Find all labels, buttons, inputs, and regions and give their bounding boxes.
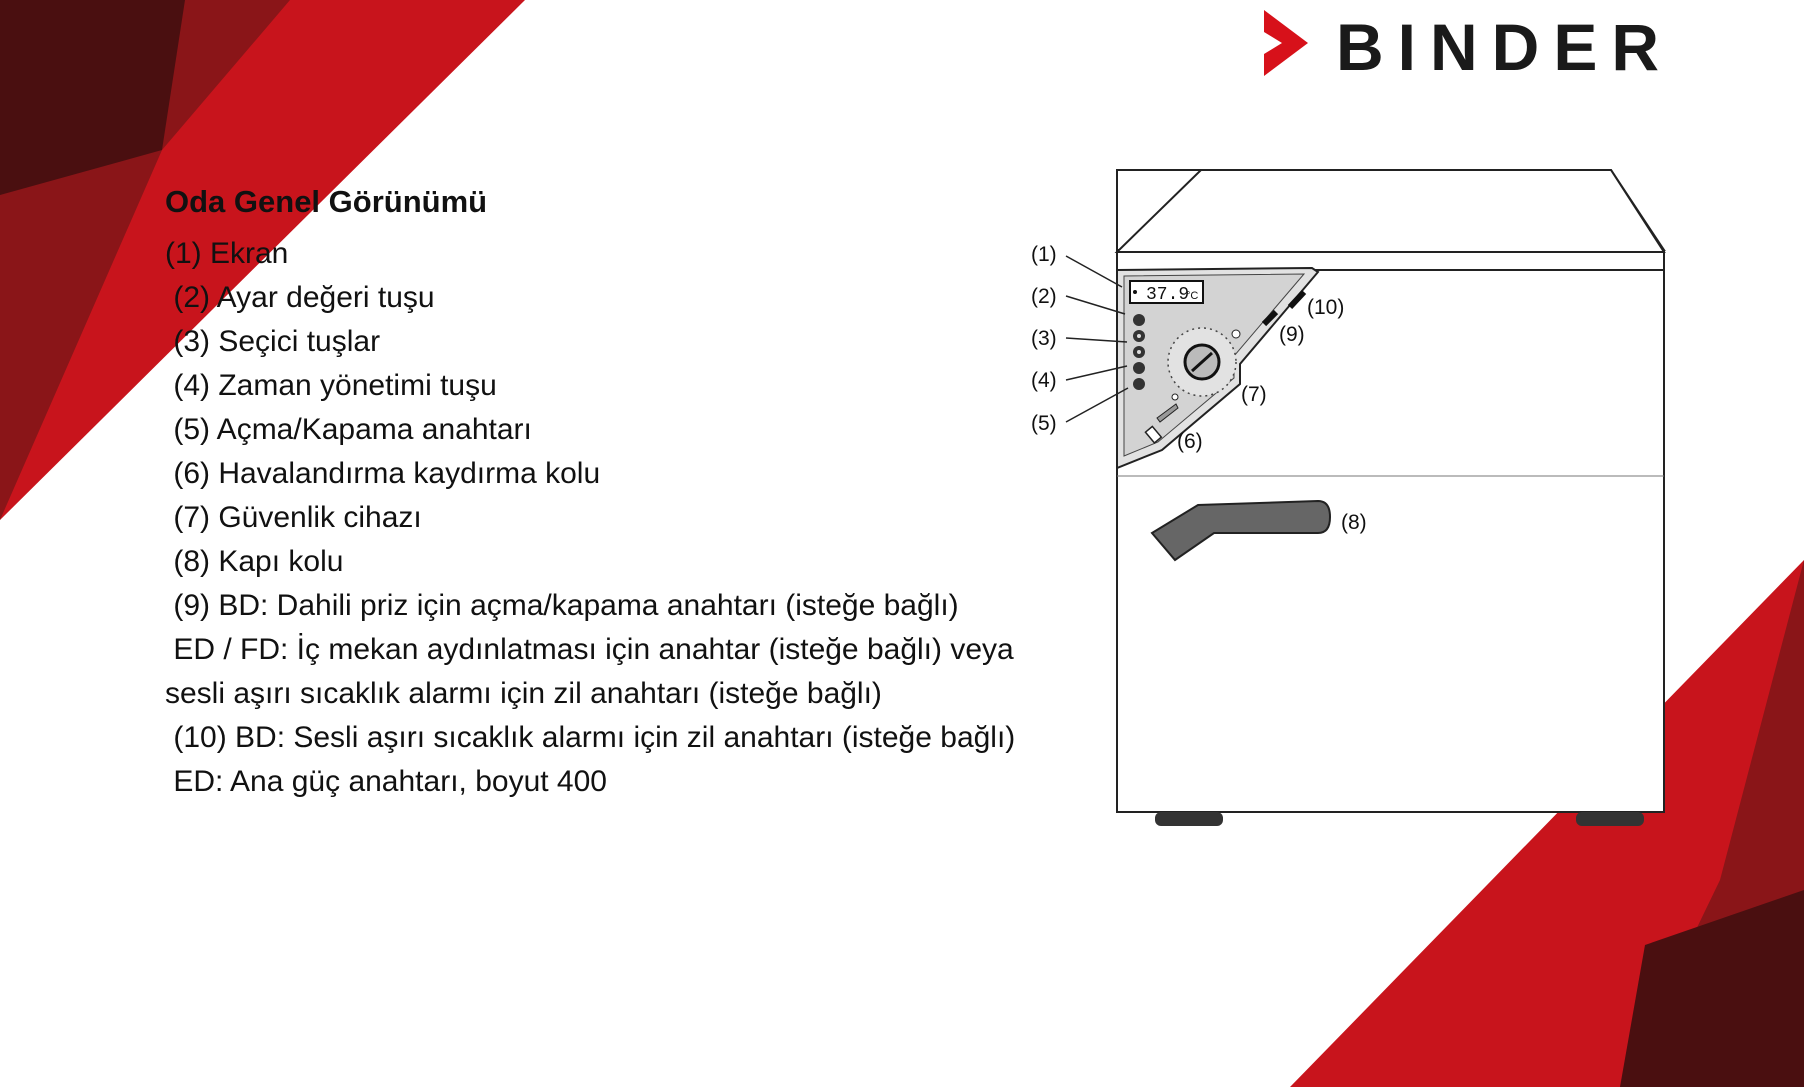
list-item: (6) Havalandırma kaydırma kolu xyxy=(165,457,601,490)
callout-5: (5) xyxy=(1031,412,1057,435)
list-item: (2) Ayar değeri tuşu xyxy=(165,281,435,314)
list-item: sesli aşırı sıcaklık alarmı için zil anahtarı (isteğe bağlı) xyxy=(165,677,882,710)
list-item: (1) Ekran xyxy=(165,237,289,270)
display-dot xyxy=(1133,290,1137,294)
callout-8: (8) xyxy=(1341,511,1367,534)
binder-logo xyxy=(1264,8,1744,82)
list-item: (4) Zaman yönetimi tuşu xyxy=(165,369,497,402)
callout-9: (9) xyxy=(1279,323,1305,346)
foot-right xyxy=(1576,812,1644,826)
list-item: (9) BD: Dahili priz için açma/kapama anahtarı (isteğe bağlı) xyxy=(165,589,959,622)
chamber-diagram xyxy=(1015,160,1715,840)
indicator-lamp xyxy=(1232,330,1240,338)
list-item: ED: Ana güç anahtarı, boyut 400 xyxy=(165,765,607,798)
callout-2: (2) xyxy=(1031,285,1057,308)
setpoint-button[interactable] xyxy=(1133,314,1145,326)
component-list xyxy=(165,232,1015,804)
list-item: (10) BD: Sesli aşırı sıcaklık alarmı için zil anahtarı (isteğe bağlı) xyxy=(165,721,1016,754)
list-item: (8) Kapı kolu xyxy=(165,545,344,578)
callout-3: (3) xyxy=(1031,327,1057,350)
list-item: (5) Açma/Kapama anahtarı xyxy=(165,413,532,446)
cabinet-top-face xyxy=(1117,170,1664,252)
foot-left xyxy=(1155,812,1223,826)
red-arrow-triangle-icon xyxy=(1264,10,1316,80)
callout-1: (1) xyxy=(1031,243,1057,266)
callout-10: (10) xyxy=(1307,296,1345,319)
time-management-button[interactable] xyxy=(1133,362,1145,374)
list-item: (7) Güvenlik cihazı xyxy=(165,501,422,534)
cabinet-lid-edge xyxy=(1117,252,1664,270)
list-item: (3) Seçici tuşlar xyxy=(165,325,381,358)
callout-7: (7) xyxy=(1241,383,1267,406)
display-value: 37.9 xyxy=(1146,285,1190,305)
list-item: ED / FD: İç mekan aydınlatması için anahtar (isteğe bağlı) veya xyxy=(165,633,1014,666)
callout-4: (4) xyxy=(1031,369,1057,392)
power-switch[interactable] xyxy=(1133,378,1145,390)
callout-6: (6) xyxy=(1177,430,1203,453)
page-title: Oda Genel Görünümü xyxy=(165,184,488,219)
indicator-lamp-small xyxy=(1172,394,1178,400)
brand-name: BINDER xyxy=(1336,10,1674,84)
display-unit: °C xyxy=(1186,290,1199,302)
